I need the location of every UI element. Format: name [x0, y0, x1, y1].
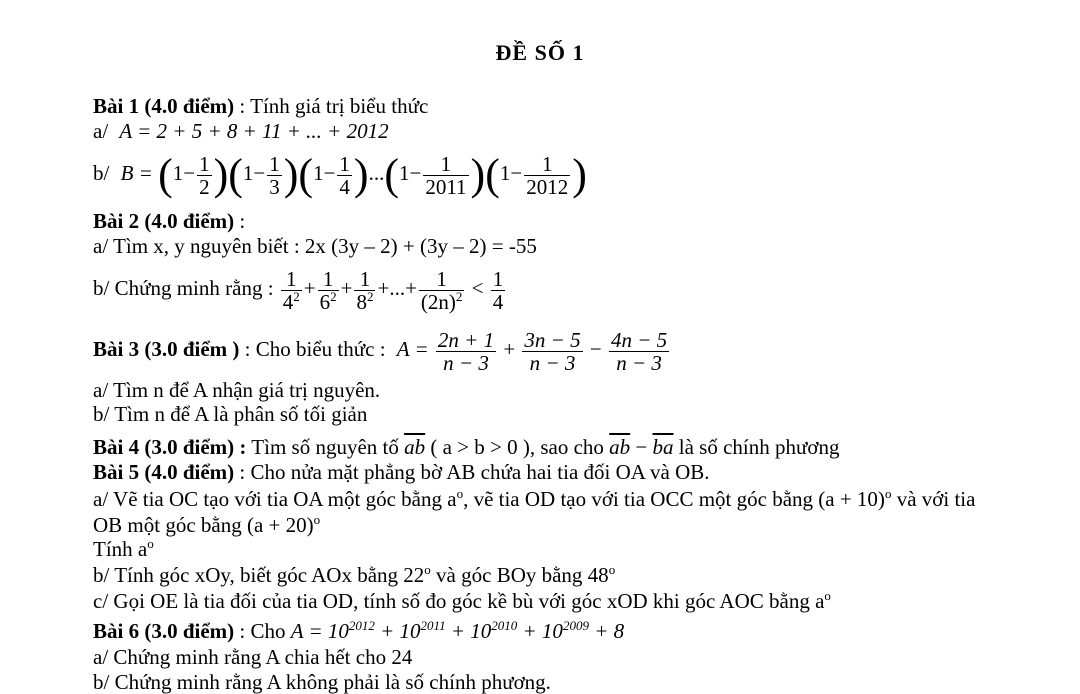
bai6-a: a/ Chứng minh rằng A chia hết cho 24	[93, 645, 413, 669]
exponent: 2	[293, 288, 300, 304]
product-factor	[228, 150, 299, 200]
fraction-numerator: 3n − 5	[524, 327, 581, 352]
bai2-desc: :	[234, 209, 246, 233]
fraction-denominator: n − 3	[443, 350, 489, 375]
bai5-a-text-2: , vẽ tia OD tạo với tia OCC một góc bằng (a + 10)	[463, 487, 885, 511]
factor-one: 1−	[172, 161, 196, 185]
bai2-b	[93, 260, 507, 316]
bai3-lhs: A =	[396, 337, 429, 361]
exponent: 2012	[348, 618, 375, 633]
bai2-b-sum	[279, 266, 467, 314]
denominator-base: (2n)	[420, 289, 456, 314]
factor-one: 1−	[499, 161, 523, 185]
right-paren: )	[470, 150, 486, 200]
bai3-op2: −	[589, 337, 602, 361]
fraction-denominator: 2012	[526, 174, 569, 199]
sum-operator: +	[303, 276, 316, 300]
bai3-fraction-3	[609, 329, 669, 374]
bai5-a-text-5: Tính a	[93, 537, 148, 561]
fraction-denominator: 2	[199, 174, 210, 199]
sum-term-fraction	[354, 268, 375, 313]
bai5-a-line-3	[93, 537, 154, 561]
sum-term-fraction	[281, 268, 302, 313]
left-paren: (	[298, 150, 314, 200]
bai6-expr	[291, 619, 624, 643]
factor-fraction	[423, 153, 468, 198]
bai3-fraction-1	[436, 329, 496, 374]
bai1-a-expr: A = 2 + 5 + 8 + 11 + ... + 2012	[119, 119, 389, 143]
fraction-denominator: 3	[269, 174, 280, 199]
bai5-b-text-2: và góc BOy bằng 48	[430, 563, 609, 587]
product-factor	[158, 150, 229, 200]
bai5-b-text-1: b/ Tính góc xOy, biết góc AOx bằng 22	[93, 563, 425, 587]
fraction-numerator: 4n − 5	[610, 327, 668, 352]
fraction-denominator: 4	[339, 174, 350, 199]
bai3-fraction-2	[522, 329, 582, 374]
degree-sup: o	[608, 562, 616, 577]
bai2-heading-line	[93, 209, 245, 233]
exponent: 2010	[491, 618, 518, 633]
left-paren: (	[158, 150, 173, 200]
factor-one: 1−	[242, 161, 266, 185]
product-factor	[298, 150, 369, 200]
exponent: 2	[366, 288, 374, 304]
bai4-ab-2: $\overline{ab}$	[609, 435, 631, 459]
bai6-expr-lhs: A = 10	[290, 619, 349, 643]
fraction-denominator: 2011	[425, 174, 467, 199]
bai2-b-text: b/ Chứng minh rằng :	[93, 276, 274, 300]
fraction-denominator	[354, 288, 375, 314]
bai3-desc: : Cho biểu thức :	[239, 337, 386, 361]
factor-fraction	[197, 153, 212, 198]
bai4-text-1: Tìm số nguyên tố	[246, 435, 405, 459]
right-paren: )	[572, 150, 587, 200]
factor-fraction	[267, 153, 282, 198]
bai4-text-2: ( a > b > 0 ), sao cho	[425, 435, 610, 459]
factor-one: 1−	[398, 161, 422, 185]
fraction-denominator: n − 3	[616, 350, 662, 375]
bai3-op1: +	[503, 337, 516, 361]
bai2-b-lt: <	[471, 276, 484, 300]
factor-fraction	[524, 153, 570, 198]
degree-sup: o	[824, 588, 831, 603]
left-paren: (	[384, 150, 399, 200]
fraction-denominator: n − 3	[529, 350, 576, 375]
bai2-b-rhs	[491, 268, 506, 313]
bai3-a: a/ Tìm n để A nhận giá trị nguyên.	[93, 378, 381, 402]
factor-one: 1−	[313, 161, 336, 185]
fraction-numerator: 1	[199, 151, 210, 176]
bai6-expr-term: + 10	[445, 619, 492, 643]
bai5-c-text: c/ Gọi OE là tia đối của tia OD, tính số đo góc kề bù với góc xOD khi góc AOC bằng a	[93, 589, 825, 613]
bai5-a-line-1	[93, 487, 975, 511]
bai5-a-text-3: và với tia	[891, 487, 976, 511]
ellipsis: ...	[368, 161, 385, 185]
bai5-a-text-1: a/ Vẽ tia OC tạo với tia OA một góc bằng a	[93, 487, 457, 511]
right-paren: )	[213, 150, 229, 200]
bai4-heading: Bài 4 (3.0 điểm) :	[93, 435, 247, 459]
bai3-b: b/ Tìm n để A là phân số tối giản	[93, 402, 368, 426]
bai4-minus: −	[630, 435, 653, 459]
fraction-numerator: 1	[318, 268, 339, 291]
fraction-numerator: 1	[281, 268, 302, 291]
degree-sup: o	[147, 536, 154, 551]
sum-operator: +	[340, 276, 353, 300]
bai5-a-line-2	[93, 513, 320, 537]
fraction-numerator: 1	[423, 153, 468, 176]
bai6-b: b/ Chứng minh rằng A không phải là số chính phương.	[93, 670, 551, 694]
left-paren: (	[485, 150, 500, 200]
bai6-expr-term: + 10	[517, 619, 563, 643]
bai4-line	[93, 435, 840, 459]
bai6-expr-term: + 8	[588, 619, 625, 643]
bai5-heading: Bài 5 (4.0 điểm)	[93, 460, 235, 484]
bai6-expr-term: + 10	[374, 619, 421, 643]
bai5-a-text-4: OB một góc bằng (a + 20)	[93, 513, 314, 537]
fraction-numerator: 2n + 1	[437, 327, 495, 352]
right-paren: )	[353, 150, 369, 200]
fraction-denominator	[419, 288, 465, 314]
product-factor	[485, 150, 587, 200]
degree-sup: o	[884, 486, 892, 501]
bai6-heading: Bài 6 (3.0 điểm)	[93, 619, 235, 643]
bai1-heading-line	[93, 94, 428, 118]
bai6-desc: : Cho	[234, 619, 291, 643]
right-paren: )	[283, 150, 299, 200]
bai1-b-product	[158, 150, 587, 200]
bai5-c-line	[93, 589, 831, 613]
denominator-base: 8	[356, 289, 367, 314]
bai5-heading-line	[93, 460, 710, 484]
fraction-numerator: 1	[524, 153, 570, 176]
degree-sup: o	[424, 562, 431, 577]
page-title: ĐỀ SỐ 1	[495, 40, 585, 65]
bai1-heading: Bài 1 (4.0 điểm)	[93, 94, 235, 118]
bai3-heading: Bài 3 (3.0 điểm )	[93, 337, 240, 361]
bai4-text-3: là số chính phương	[673, 435, 840, 459]
exponent: 2011	[420, 618, 446, 633]
bai1-b-lhs: B =	[120, 161, 153, 185]
degree-sup: o	[456, 486, 464, 501]
bai5-desc: : Cho nửa mặt phẳng bờ AB chứa hai tia đối OA và OB.	[234, 460, 710, 484]
fraction-numerator: 1	[492, 266, 504, 291]
sum-operator: +...+	[377, 276, 417, 300]
bai6-heading-line	[93, 619, 624, 643]
sum-term-fraction	[318, 268, 339, 313]
fraction-denominator	[281, 288, 302, 314]
exponent: 2009	[562, 618, 589, 633]
fraction-numerator: 1	[354, 268, 375, 291]
sum-term-fraction	[419, 268, 465, 313]
bai1-a-prefix: a/	[93, 119, 109, 143]
bai4-ba: $\overline{ba}$	[652, 435, 674, 459]
product-factor	[384, 150, 486, 200]
exponent: 2	[455, 288, 463, 304]
bai2-a: a/ Tìm x, y nguyên biết : 2x (3y – 2) + (3y – 2) = -55	[93, 234, 537, 258]
fraction-numerator: 1	[269, 151, 280, 176]
fraction-denominator: 4	[492, 289, 504, 314]
fraction-numerator: 1	[339, 151, 350, 176]
left-paren: (	[228, 150, 243, 200]
degree-sup: o	[313, 512, 321, 527]
bai1-a	[93, 119, 389, 143]
exponent: 2	[330, 288, 337, 304]
bai4-ab: $\overline{ab}$	[404, 435, 426, 459]
bai3-heading-line	[93, 322, 671, 376]
denominator-base: 6	[319, 289, 331, 314]
fraction-numerator: 1	[419, 268, 465, 291]
bai1-desc: : Tính giá trị biểu thức	[234, 94, 429, 118]
bai1-b	[93, 148, 587, 198]
bai1-b-prefix: b/	[93, 161, 110, 185]
factor-fraction	[337, 153, 352, 198]
bai5-b-line	[93, 563, 615, 587]
denominator-base: 4	[282, 289, 294, 314]
bai2-heading: Bài 2 (4.0 điểm)	[93, 209, 235, 233]
fraction-denominator	[318, 288, 339, 314]
